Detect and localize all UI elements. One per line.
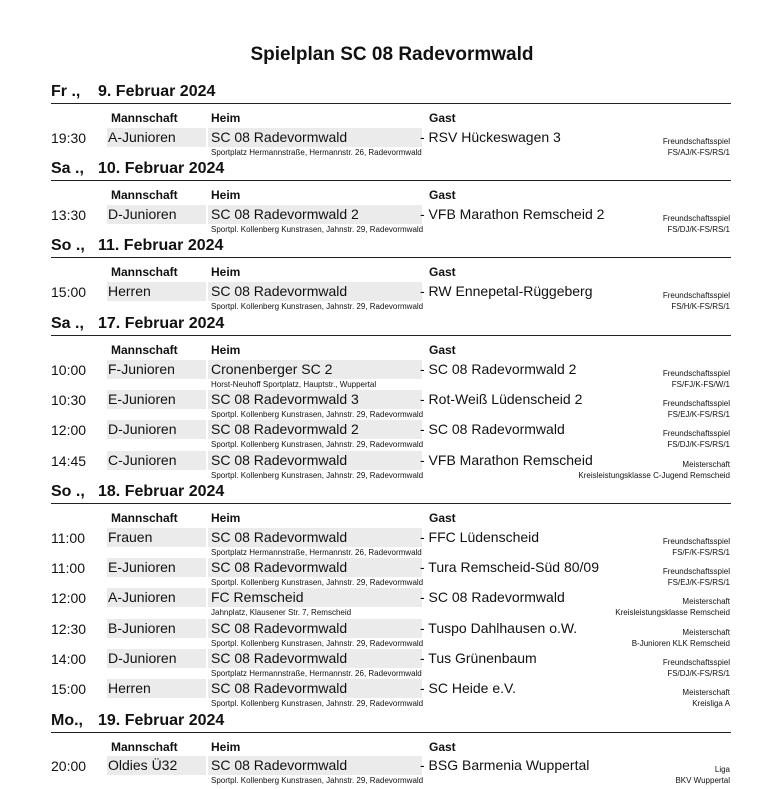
match-home-team: SC 08 Radevormwald [208,282,422,301]
match-team: A-Junioren [107,128,206,147]
day-date: 19. Februar 2024 [98,712,225,729]
match-team: E-Junioren [107,390,206,409]
match-type: Meisterschaft [682,688,730,697]
match-type: Freundschaftsspiel [662,291,730,300]
column-header-home: Heim [211,265,241,279]
match-type: Freundschaftsspiel [662,658,730,667]
match-home-team: SC 08 Radevormwald [208,756,422,775]
column-header-team: Mannschaft [111,740,178,754]
match-type: Meisterschaft [682,628,730,637]
match-time: 10:00 [51,362,87,378]
column-header-guest: Gast [429,188,456,202]
column-header-team: Mannschaft [111,265,178,279]
match-league: Kreisliga A [692,699,730,708]
match-league: BKV Wuppertal [675,776,730,785]
match-home-team: SC 08 Radevormwald [208,451,422,470]
match-guest-team: - RSV Hückeswagen 3 [420,129,561,145]
match-team: B-Junioren [107,619,206,638]
day-header [51,483,731,504]
match-home-team: FC Remscheid [208,588,422,607]
match-league: Kreisleistungsklasse C-Jugend Remscheid [578,471,730,480]
column-header-team: Mannschaft [111,188,178,202]
match-guest-team: - Rot-Weiß Lüdenscheid 2 [420,391,583,407]
day-header [51,237,731,258]
column-header-home: Heim [211,343,241,357]
match-time: 15:00 [51,284,87,300]
match-type: Meisterschaft [682,460,730,469]
match-team: Herren [107,282,206,301]
match-guest-team: - SC 08 Radevormwald [420,421,565,437]
match-team: D-Junioren [107,420,206,439]
match-league: FS/AJ/K-FS/RS/1 [667,148,730,157]
column-header-guest: Gast [429,265,456,279]
day-weekday: Sa ., [51,160,84,177]
match-type: Freundschaftsspiel [662,214,730,223]
match-team: Herren [107,679,206,698]
column-header-team: Mannschaft [111,111,178,125]
match-type: Meisterschaft [682,597,730,606]
match-time: 11:00 [51,560,85,576]
day-weekday: Mo., [51,712,83,729]
match-type: Freundschaftsspiel [662,537,730,546]
match-venue: Sportpl. Kollenberg Kunstrasen, Jahnstr. 29, Radevormwald [211,639,424,648]
day-date: 17. Februar 2024 [98,315,225,332]
match-guest-team: - Tuspo Dahlhausen o.W. [420,620,578,636]
day-date: 9. Februar 2024 [98,83,216,100]
match-type: Freundschaftsspiel [662,137,730,146]
match-venue: Jahnplatz, Klausener Str. 7, Remscheid [211,608,352,617]
day-header [51,160,731,181]
match-team: D-Junioren [107,205,206,224]
match-guest-team: - Tura Remscheid-Süd 80/09 [420,559,599,575]
column-header-guest: Gast [429,740,456,754]
match-type: Freundschaftsspiel [662,429,730,438]
day-date: 18. Februar 2024 [98,483,225,500]
match-guest-team: - VFB Marathon Remscheid [420,452,593,468]
day-date: 10. Februar 2024 [98,160,225,177]
match-venue: Sportpl. Kollenberg Kunstrasen, Jahnstr. 29, Radevormwald [211,225,424,234]
match-league: FS/DJ/K-FS/RS/1 [667,669,730,678]
column-header-team: Mannschaft [111,343,178,357]
match-league: FS/F/K-FS/RS/1 [672,548,730,557]
match-guest-team: - SC Heide e.V. [420,680,516,696]
match-venue: Sportplatz Hermannstraße, Hermannstr. 26, Radevormwald [211,548,422,557]
match-home-team: SC 08 Radevormwald [208,128,422,147]
match-time: 19:30 [51,130,87,146]
match-team: F-Junioren [107,360,206,379]
match-league: B-Junioren KLK Remscheid [631,639,730,648]
match-time: 12:00 [51,590,87,606]
match-type: Freundschaftsspiel [662,567,730,576]
match-time: 15:00 [51,681,87,697]
match-guest-team: - SC 08 Radevormwald 2 [420,361,577,377]
column-header-home: Heim [211,740,241,754]
match-team: A-Junioren [107,588,206,607]
match-team: D-Junioren [107,649,206,668]
match-home-team: Cronenberger SC 2 [208,360,422,379]
match-type: Freundschaftsspiel [662,399,730,408]
match-league: FS/EJ/K-FS/RS/1 [667,410,730,419]
day-header [51,83,731,104]
column-header-home: Heim [211,511,241,525]
match-type: Freundschaftsspiel [662,369,730,378]
column-header-home: Heim [211,111,241,125]
match-home-team: SC 08 Radevormwald [208,558,422,577]
match-home-team: SC 08 Radevormwald 2 [208,420,422,439]
match-team: C-Junioren [107,451,206,470]
match-time: 10:30 [51,392,87,408]
match-team: Oldies Ü32 [107,756,206,775]
column-header-home: Heim [211,188,241,202]
match-league: FS/H/K-FS/RS/1 [671,302,730,311]
match-league: FS/DJ/K-FS/RS/1 [667,225,730,234]
match-time: 11:00 [51,530,85,546]
match-league: FS/DJ/K-FS/RS/1 [667,440,730,449]
match-venue: Sportpl. Kollenberg Kunstrasen, Jahnstr. 29, Radevormwald [211,302,424,311]
match-league: Kreisleistungsklasse Remscheid [615,608,730,617]
match-venue: Horst-Neuhoff Sportplatz, Hauptstr., Wuppertal [211,380,377,389]
match-league: FS/FJ/K-FS/W/1 [671,380,730,389]
match-home-team: SC 08 Radevormwald 3 [208,390,422,409]
match-time: 12:00 [51,422,87,438]
match-time: 20:00 [51,758,87,774]
match-home-team: SC 08 Radevormwald 2 [208,205,422,224]
match-time: 14:45 [51,453,87,469]
match-guest-team: - VFB Marathon Remscheid 2 [420,206,605,222]
day-header [51,315,731,336]
match-home-team: SC 08 Radevormwald [208,528,422,547]
day-weekday: Sa ., [51,315,84,332]
day-weekday: So ., [51,483,85,500]
match-home-team: SC 08 Radevormwald [208,649,422,668]
match-venue: Sportpl. Kollenberg Kunstrasen, Jahnstr. 29, Radevormwald [211,410,424,419]
column-header-team: Mannschaft [111,511,178,525]
match-venue: Sportplatz Hermannstraße, Hermannstr. 26, Radevormwald [211,669,422,678]
match-type: Liga [714,765,730,774]
column-header-guest: Gast [429,111,456,125]
match-venue: Sportpl. Kollenberg Kunstrasen, Jahnstr. 29, Radevormwald [211,471,424,480]
column-header-guest: Gast [429,511,456,525]
day-header [51,712,731,733]
match-guest-team: - Tus Grünenbaum [420,650,537,666]
match-venue: Sportpl. Kollenberg Kunstrasen, Jahnstr. 29, Radevormwald [211,578,424,587]
match-venue: Sportpl. Kollenberg Kunstrasen, Jahnstr. 29, Radevormwald [211,699,424,708]
match-league: FS/EJ/K-FS/RS/1 [667,578,730,587]
day-weekday: Fr ., [51,83,81,100]
match-guest-team: - SC 08 Radevormwald [420,589,565,605]
match-venue: Sportpl. Kollenberg Kunstrasen, Jahnstr. 29, Radevormwald [211,440,424,449]
match-home-team: SC 08 Radevormwald [208,679,422,698]
match-time: 14:00 [51,651,87,667]
match-venue: Sportpl. Kollenberg Kunstrasen, Jahnstr. 29, Radevormwald [211,776,424,785]
match-venue: Sportplatz Hermannstraße, Hermannstr. 26, Radevormwald [211,148,422,157]
day-weekday: So ., [51,237,85,254]
match-team: Frauen [107,528,206,547]
day-date: 11. Februar 2024 [98,237,224,254]
page-title: Spielplan SC 08 Radevormwald [250,44,534,65]
match-guest-team: - RW Ennepetal-Rüggeberg [420,283,593,299]
match-guest-team: - BSG Barmenia Wuppertal [420,757,590,773]
match-home-team: SC 08 Radevormwald [208,619,422,638]
match-time: 13:30 [51,207,87,223]
match-time: 12:30 [51,621,87,637]
column-header-guest: Gast [429,343,456,357]
match-team: E-Junioren [107,558,206,577]
match-guest-team: - FFC Lüdenscheid [420,529,540,545]
